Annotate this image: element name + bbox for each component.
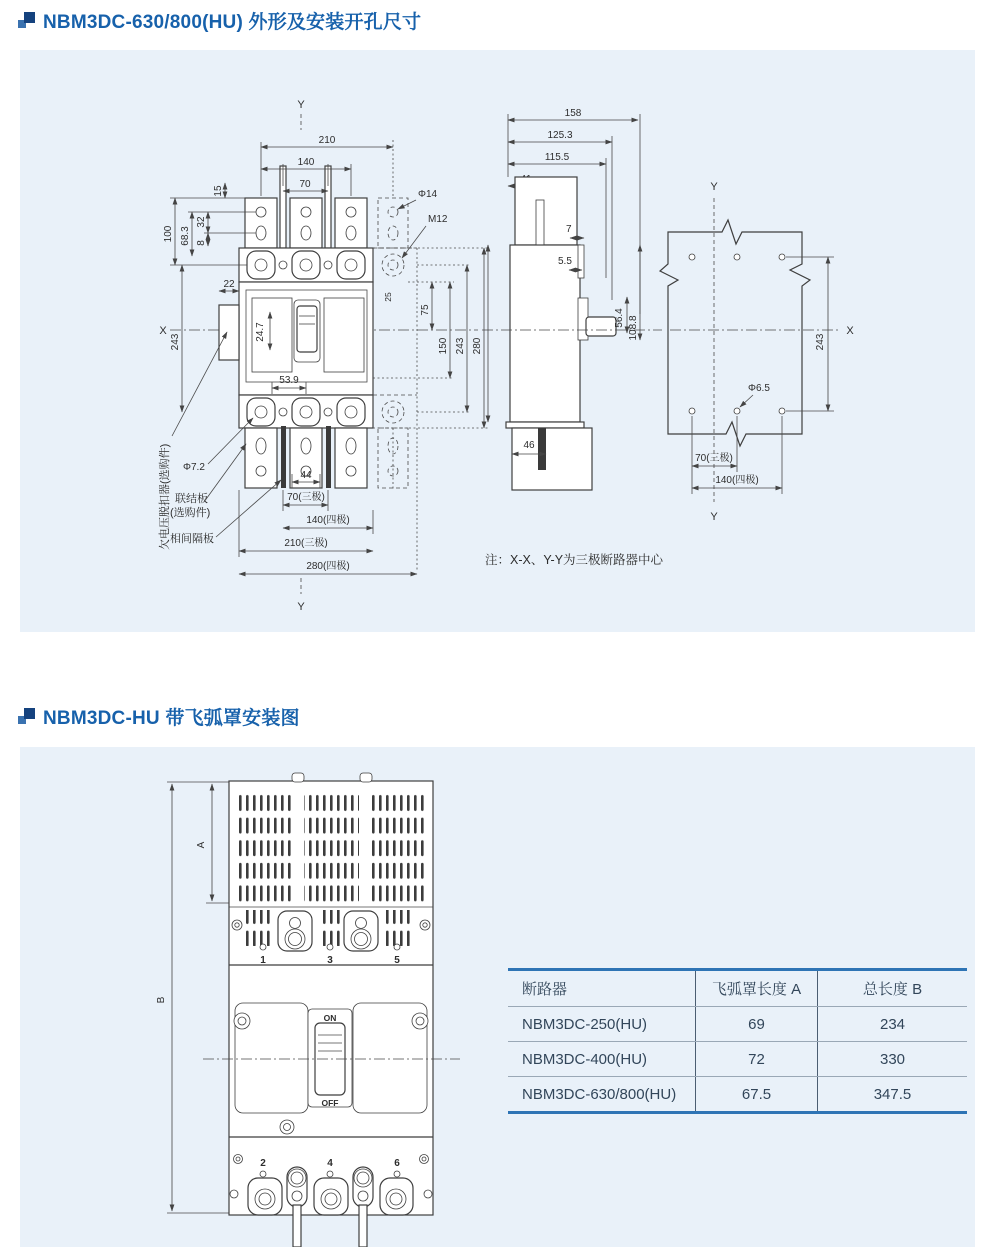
front-phi14-label: Φ14	[418, 189, 438, 200]
table-row	[508, 1006, 967, 1041]
front-dim-8: 8	[196, 240, 207, 246]
section1-header	[18, 7, 421, 34]
holes-phi6-5-label: Φ6.5	[748, 383, 770, 394]
side-dim-158: 158	[564, 108, 582, 119]
table-header-total-length: 总长度 B	[862, 981, 923, 998]
terminal-6-label: 6	[394, 1158, 400, 1169]
table-cell-model: NBM3DC-630/800(HU)	[522, 1085, 677, 1103]
front-axis-y-top-label: Y	[297, 99, 305, 111]
section1-title: NBM3DC-630/800(HU) 外形及安装开孔尺寸	[43, 12, 422, 33]
holes-axis-y-top-label: Y	[710, 181, 718, 193]
front-dim-140: 140	[297, 157, 315, 168]
arc-chute-panel	[20, 747, 975, 1247]
section-bullet-icon	[18, 12, 35, 29]
side-dim-108-8: 108.8	[628, 315, 639, 341]
section2-title: NBM3DC-HU 带飞弧罩安装图	[43, 708, 300, 729]
mounting-hole-drawing	[660, 181, 854, 523]
handle-off-label: OFF	[321, 1098, 339, 1108]
front-dim-24-7: 24.7	[255, 322, 266, 342]
front-dim-75: 75	[420, 304, 431, 316]
outline-dimensions-panel	[20, 50, 975, 632]
front-dim-210-3p: 210(三极)	[284, 538, 328, 549]
table-header-row	[508, 971, 967, 1006]
front-dim-22: 22	[223, 279, 235, 290]
front-axis-x-label: X	[159, 325, 167, 337]
drawing-note: 注：X-X、Y-Y为三极断路器中心	[485, 553, 664, 567]
front-dim-150: 150	[438, 337, 449, 355]
table-cell-arc-length: 67.5	[695, 1077, 818, 1111]
dim-b-label: B	[156, 996, 167, 1004]
front-dim-280-4p: 280(四极)	[306, 561, 350, 572]
front-dim-243-right: 243	[455, 337, 466, 355]
front-dim-243-left: 243	[170, 333, 181, 351]
side-dim-5-5: 5.5	[558, 256, 572, 267]
table-cell-model: NBM3DC-400(HU)	[522, 1050, 648, 1068]
dim-a-label: A	[196, 841, 207, 849]
terminal-4-label: 4	[327, 1158, 333, 1169]
front-link-plate-label2: (选购件)	[170, 507, 211, 519]
table-cell-total-length: 234	[879, 1015, 906, 1033]
section-bullet-icon	[18, 708, 35, 725]
arc-chute-spec-table	[508, 968, 967, 1114]
front-m12-label: M12	[428, 214, 448, 225]
side-dim-125-3: 125.3	[547, 130, 573, 141]
holes-dim-140-4p: 140(四极)	[715, 475, 759, 486]
section2-header	[18, 703, 300, 730]
terminal-2-label: 2	[260, 1158, 266, 1169]
front-dim-32: 32	[196, 216, 207, 228]
terminal-3-label: 3	[327, 955, 333, 966]
front-phi7-2-label: Φ7.2	[183, 462, 205, 473]
front-phase-barrier-label: 相间隔板	[170, 533, 214, 545]
terminal-5-label: 5	[394, 955, 400, 966]
front-dim-70-3p: 70(三极)	[287, 492, 325, 503]
front-dim-210: 210	[318, 135, 336, 146]
front-dim-70: 70	[299, 179, 311, 190]
side-dim-56-4: 56.4	[614, 308, 625, 328]
handle-on-label: ON	[323, 1013, 337, 1023]
front-view-drawing	[157, 99, 488, 613]
front-dim-280: 280	[472, 337, 483, 355]
breaker-top-view	[156, 773, 460, 1247]
front-dim-68-3: 68.3	[180, 226, 191, 246]
side-dim-7: 7	[566, 224, 572, 235]
front-undervoltage-label: 欠电压脱扣器(选购件)	[159, 443, 171, 550]
table-cell-total-length: 330	[879, 1050, 906, 1068]
holes-dim-243: 243	[815, 333, 826, 351]
table-row	[508, 1076, 967, 1111]
table-cell-model: NBM3DC-250(HU)	[522, 1015, 648, 1033]
holes-axis-y-bottom-label: Y	[710, 511, 718, 523]
table-header-breaker: 断路器	[522, 981, 568, 998]
side-dim-115-5: 115.5	[544, 152, 570, 163]
front-dim-25: 25	[383, 292, 393, 302]
holes-axis-x-label: X	[846, 325, 854, 337]
front-link-plate-label: 联结板	[175, 493, 208, 505]
front-dim-53-9: 53.9	[279, 375, 299, 386]
table-row	[508, 1041, 967, 1076]
side-dim-46: 46	[523, 440, 535, 451]
front-dim-15: 15	[213, 185, 224, 197]
front-dim-44: 44	[300, 470, 312, 481]
terminal-1-label: 1	[260, 955, 266, 966]
front-axis-y-bottom-label: Y	[297, 601, 305, 613]
outline-drawing	[20, 50, 975, 632]
front-dim-100: 100	[163, 225, 174, 243]
table-header-arc-length: 飞弧罩长度 A	[695, 971, 818, 1006]
table-cell-total-length: 347.5	[873, 1085, 912, 1103]
table-cell-arc-length: 69	[695, 1007, 818, 1041]
front-dim-140-4p: 140(四极)	[306, 515, 350, 526]
side-view-drawing	[482, 108, 662, 490]
holes-dim-70-3p: 70(三极)	[695, 453, 733, 464]
table-cell-arc-length: 72	[695, 1042, 818, 1076]
